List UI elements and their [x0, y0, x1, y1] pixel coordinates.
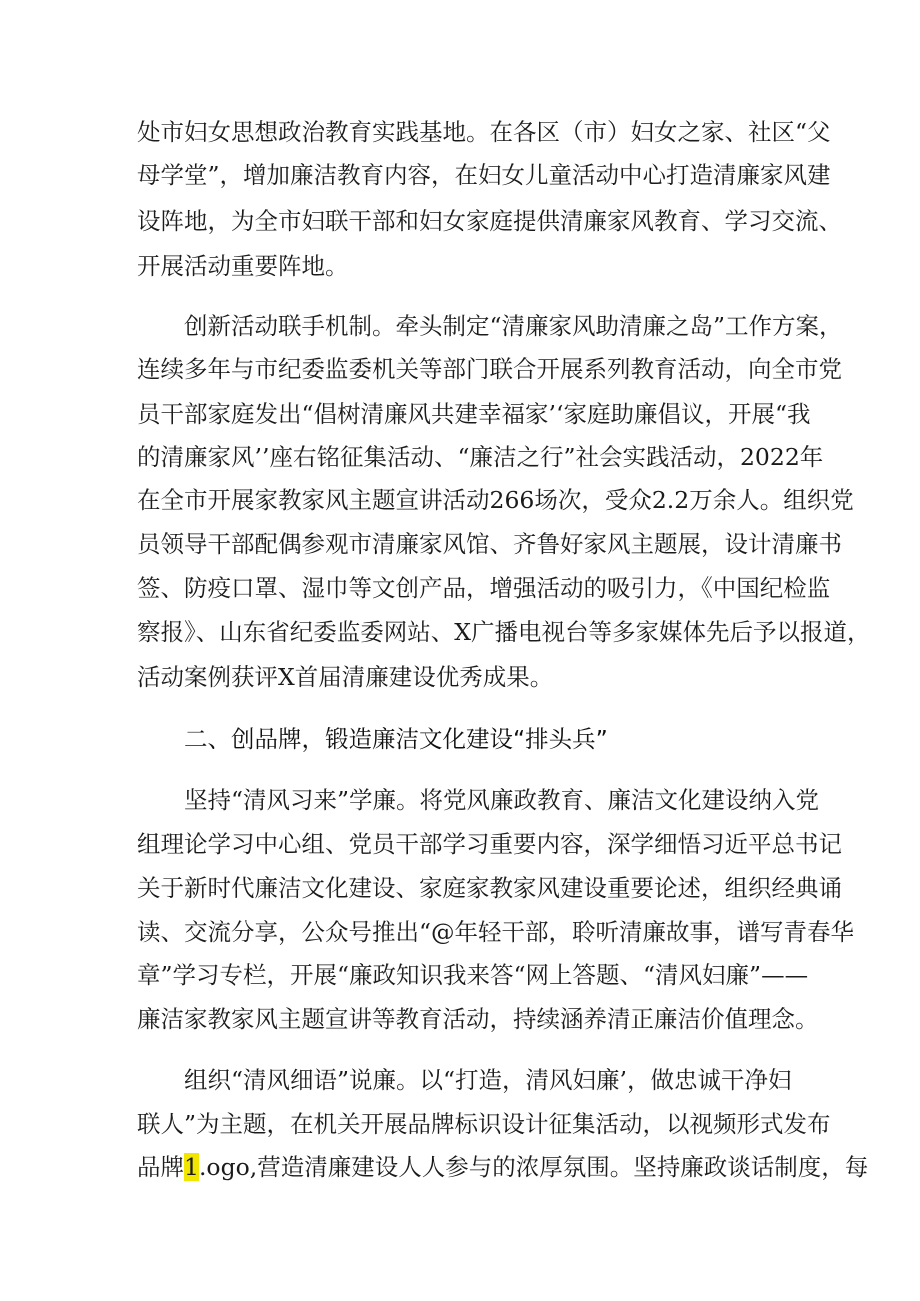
paragraph-3-line-6: 廉洁家教家风主题宣讲等教育活动，持续涵养清正廉洁价值理念。: [137, 1005, 819, 1033]
paragraph-4-line-3: [137, 1152, 868, 1182]
paragraph-2-line-1: 创新活动联手机制。牵头制定“清廉家风助清廉之岛”工作方案，: [184, 312, 843, 340]
paragraph-4-line-2: 联人”为主题，在机关开展品牌标识设计征集活动，以视频形式发布: [137, 1110, 831, 1138]
paragraph-1-line-2: 母学堂”，增加廉洁教育内容，在妇女儿童活动中心打造清廉家风建: [137, 161, 831, 189]
paragraph-2-line-7: 签、防疫口罩、湿巾等文创产品，增强活动的吸引力，《中国纪检监: [137, 574, 831, 602]
paragraph-2-line-8: 察报》、山东省纪委监委网站、X广播电视台等多家媒体先后予以报道，: [137, 618, 871, 646]
highlighted-text: 1: [184, 1153, 199, 1181]
paragraph-4-line-1: 组织“清风细语”说廉。以“打造，清风妇廉’，做忠诚干净妇: [184, 1066, 792, 1094]
paragraph-2-line-6: 员领导干部配偶参观市清廉家风馆、齐鲁好家风主题展，设计清廉书: [137, 530, 842, 558]
paragraph-4-line-3-suffix: .ogo,营造清廉建设人人参与的浓厚氛围。坚持廉政谈话制度，每: [198, 1153, 869, 1181]
paragraph-2-line-5: 在全市开展家教家风主题宣讲活动266场次，受众2.2万余人。组织党: [137, 486, 854, 514]
paragraph-2-line-9: 活动案例获评X首届清廉建设优秀成果。: [137, 663, 554, 691]
paragraph-3-line-5: 章”学习专栏，开展“廉政知识我来答“网上答题、“清风妇廉”——: [137, 961, 809, 989]
paragraph-1-line-4: 开展活动重要阵地。: [137, 252, 349, 280]
paragraph-3-line-3: 关于新时代廉洁文化建设、家庭家教家风建设重要论述，组织经典诵: [137, 874, 842, 902]
paragraph-2-line-2: 连续多年与市纪委监委机关等部门联合开展系列教育活动，向全市党: [137, 355, 842, 383]
section-heading: 二、创品牌，锻造廉洁文化建设“排头兵”: [184, 725, 608, 753]
paragraph-4-line-3-prefix: 品牌: [137, 1153, 184, 1181]
paragraph-1-line-3: 设阵地，为全市妇联干部和妇女家庭提供清廉家风教育、学习交流、: [137, 207, 842, 235]
paragraph-2-line-3: 员干部家庭发出“倡树清廉风共建幸福家’‘家庭助廉倡议，开展“我: [137, 400, 811, 428]
paragraph-3-line-2: 组理论学习中心组、党员干部学习重要内容，深学细悟习近平总书记: [137, 830, 842, 858]
paragraph-3-line-4: 读、交流分享，公众号推出“@年轻干部，聆听清廉故事，谱写青春华: [137, 918, 855, 946]
paragraph-2-line-4: 的清廉家风’’座右铭征集活动、“廉洁之行”社会实践活动，2022年: [137, 443, 824, 471]
paragraph-1-line-1: 处市妇女思想政治教育实践基地。在各区（市）妇女之家、社区“父: [137, 118, 831, 146]
paragraph-3-line-1: 坚持“清风习来”学廉。将党风廉政教育、廉洁文化建设纳入党: [184, 786, 820, 814]
